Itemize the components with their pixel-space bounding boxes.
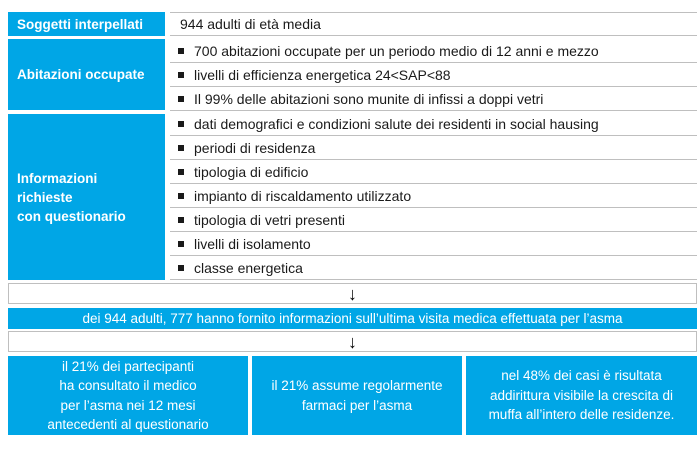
item-text: tipologia di edificio [194, 163, 309, 180]
list-item [170, 160, 697, 184]
bullet-icon [178, 72, 184, 78]
item-text: Il 99% delle abitazioni sono munite di infissi a doppi vetri [194, 90, 544, 107]
arrow-row [8, 283, 697, 304]
summary-banner [8, 308, 697, 329]
result-line: muffa all’intero delle residenze. [488, 407, 675, 423]
result-line: farmaci per l’asma [301, 397, 413, 413]
item-text: tipologia di vetri presenti [194, 211, 345, 228]
bullet-icon [178, 241, 184, 247]
bullet-icon [178, 145, 184, 151]
list-item [170, 63, 697, 87]
result-box [466, 356, 697, 435]
result-box [252, 356, 462, 435]
list-item [170, 87, 697, 111]
bullet-icon [178, 265, 184, 271]
bullet-icon [178, 193, 184, 199]
item-text: periodi di residenza [194, 139, 316, 156]
bullet-icon [178, 121, 184, 127]
list-item [170, 256, 697, 280]
value-text: 944 adulti di età media [180, 16, 321, 32]
item-text: livelli di isolamento [194, 235, 311, 252]
item-text: dati demografici e condizioni salute dei residenti in social hausing [194, 115, 599, 132]
bullet-icon [178, 169, 184, 175]
bullet-icon [178, 96, 184, 102]
item-text: classe energetica [194, 259, 303, 276]
result-box [8, 356, 248, 435]
label-informazioni-richieste [8, 114, 165, 280]
arrow-down-icon: ↓ [348, 283, 357, 304]
list-item [170, 184, 697, 208]
label-text: Abitazioni occupate [17, 67, 145, 82]
result-line: nel 48% dei casi è risultata [501, 368, 662, 384]
arrow-row [8, 331, 697, 352]
label-text: Soggetti interpellati [17, 16, 144, 32]
value-soggetti [170, 12, 697, 36]
list-item [170, 112, 697, 136]
item-text: impianto di riscaldamento utilizzato [194, 187, 412, 204]
result-line: antecedenti al questionario [47, 417, 209, 432]
arrow-down-icon: ↓ [348, 331, 357, 352]
label-abitazioni-occupate [8, 39, 165, 110]
result-line: ha consultato il medico [59, 378, 197, 393]
item-text: livelli di efficienza energetica 24<SAP<88 [194, 66, 451, 83]
result-line: per l’asma nei 12 mesi [60, 397, 196, 413]
bullet-icon [178, 217, 184, 223]
list-item [170, 232, 697, 256]
label-soggetti-interpellati [8, 12, 165, 36]
bullet-icon [178, 48, 184, 54]
list-item [170, 208, 697, 232]
summary-text: dei 944 adulti, 777 hanno fornito informazioni sull’ultima visita medica effettuata per l’asma [82, 311, 623, 326]
result-line: addirittura visibile la crescita di [489, 387, 674, 403]
item-text: 700 abitazioni occupate per un periodo medio di 12 anni e mezzo [194, 42, 599, 59]
list-item [170, 39, 697, 63]
label-line: richieste [17, 189, 73, 205]
label-line: con questionario [17, 208, 126, 224]
label-line: Informazioni [17, 170, 98, 186]
result-line: il 21% assume regolarmente [271, 378, 443, 393]
result-line: il 21% dei partecipanti [61, 358, 195, 374]
list-item [170, 136, 697, 160]
